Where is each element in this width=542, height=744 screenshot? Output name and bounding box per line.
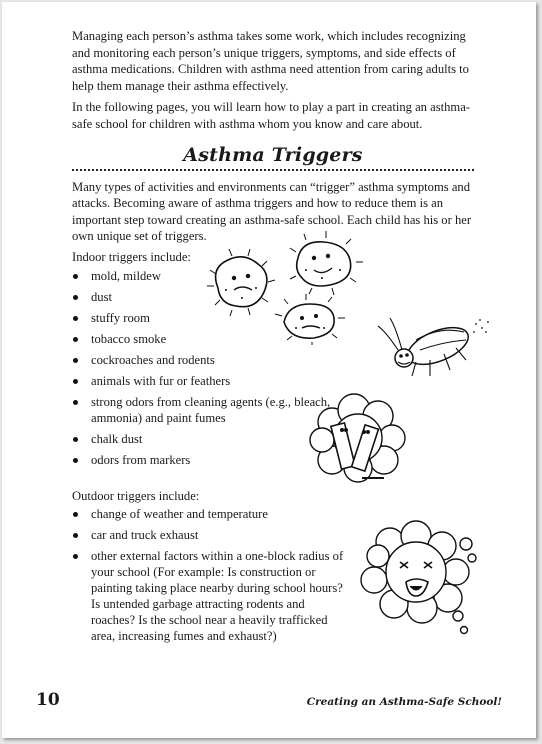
bullet-icon bbox=[73, 295, 78, 300]
bullet-icon bbox=[73, 379, 78, 384]
page-number: 10 bbox=[36, 690, 60, 710]
bullet-icon bbox=[73, 274, 78, 279]
list-item: tobacco smoke bbox=[72, 331, 474, 347]
dotted-divider bbox=[72, 169, 474, 171]
list-item: strong odors from cleaning agents (e.g., bleach, ammonia) and paint fumes bbox=[72, 394, 341, 426]
bullet-icon bbox=[73, 554, 78, 559]
intro-paragraph-1: Managing each person’s asthma takes some work, which includes recognizing and monitoring each person’s unique triggers, symptoms, and side effects of asthma medications. Children with asthma need attention from caring adults to help them manage their asthma effectively. bbox=[72, 29, 469, 93]
list-item: change of weather and temperature bbox=[72, 506, 474, 522]
bullet-icon bbox=[73, 316, 78, 321]
list-item: dust bbox=[72, 289, 474, 305]
list-item: other external factors within a one-block radius of your school (For example: Is construction or painting taking place nearby during school hours? Is untended garbage attracting rodents and roaches? Is the school near a heavily trafficked area, increasing fumes and exhaust?) bbox=[72, 548, 346, 644]
list-item: odors from markers bbox=[72, 452, 474, 468]
list-item: chalk dust bbox=[72, 431, 474, 447]
section-heading: Asthma Triggers bbox=[183, 143, 363, 166]
document-page bbox=[2, 2, 536, 738]
bullet-icon bbox=[73, 458, 78, 463]
bullet-icon bbox=[73, 437, 78, 442]
intro-paragraph-2: In the following pages, you will learn how to play a part in creating an asthma-safe school for children with asthma whom you know and care about. bbox=[72, 100, 470, 131]
chalk-dust-illustration-icon bbox=[302, 390, 412, 490]
list-item: cockroaches and rodents bbox=[72, 352, 474, 368]
triggers-intro-paragraph: Many types of activities and environments can “trigger” asthma symptoms and attacks. Becoming aware of asthma triggers and how to reduce them is an important step toward creating an asthma-safe school. Each child has his or her own unique set of triggers. bbox=[72, 179, 472, 244]
list-item: stuffy room bbox=[72, 310, 474, 326]
bullet-icon bbox=[73, 337, 78, 342]
bullet-icon bbox=[73, 512, 78, 517]
indoor-triggers-label: Indoor triggers include: bbox=[72, 249, 191, 264]
exhaust-cloud-illustration-icon bbox=[354, 520, 479, 645]
bullet-icon bbox=[73, 358, 78, 363]
list-item: mold, mildew bbox=[72, 268, 474, 284]
bullet-icon bbox=[73, 400, 78, 405]
cockroach-illustration-icon bbox=[376, 312, 496, 387]
outdoor-triggers-label: Outdoor triggers include: bbox=[72, 488, 200, 503]
list-item: animals with fur or feathers bbox=[72, 373, 474, 389]
germs-illustration-icon bbox=[206, 230, 376, 345]
bullet-icon bbox=[73, 533, 78, 538]
list-item: car and truck exhaust bbox=[72, 527, 474, 543]
book-title-footer: Creating an Asthma-Safe School! bbox=[306, 696, 502, 708]
